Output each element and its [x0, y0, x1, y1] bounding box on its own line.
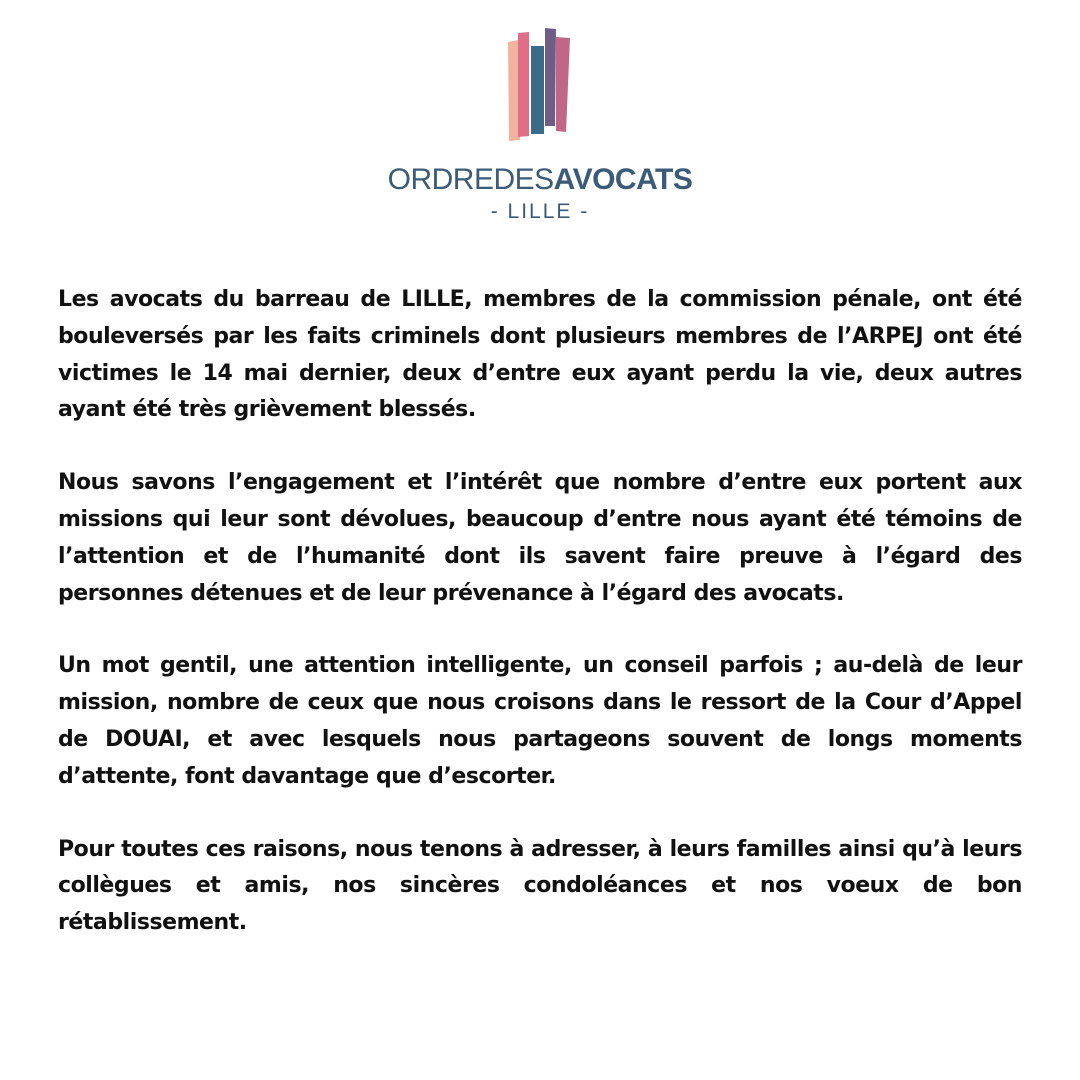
- statement-paragraph-2: Nous savons l’engagement et l’intérêt que nombre d’entre eux portent aux missions qui leur sont dévolues, beaucoup d’entre nous ayant été témoins de l’attention et de l’humanité dont ils savent faire preuve à l’égard des personnes détenues et de leur prévenance à l’égard des avocats.: [58, 470, 1022, 606]
- logo-wordmark: [0, 164, 1080, 196]
- logo-city: - LILLE -: [490, 200, 590, 223]
- logo-spine-plum: [545, 28, 556, 126]
- book-spines-logo-mark: [500, 28, 580, 144]
- logo-spine-rose: [518, 32, 529, 137]
- statement-paragraph-1: Les avocats du barreau de LILLE, membres de la commission pénale, ont été bouleversés par les faits criminels dont plusieurs membres de l’ARPEJ ont été victimes le 14 mai dernier, deux d’entre eux ayant perdu la vie, deux autres ayant été très grièvement blessés.: [58, 287, 1022, 423]
- logo-spine-mauve: [556, 37, 570, 132]
- bar-association-logo: [0, 28, 1080, 224]
- logo-spine-teal: [531, 46, 544, 134]
- logo-name-bold: AVOCATS: [553, 163, 693, 196]
- logo-name-light: ORDREDES: [387, 163, 554, 196]
- statement-paragraph-4: Pour toutes ces raisons, nous tenons à adresser, à leurs familles ainsi qu’à leurs collègues et amis, nos sincères condoléances et nos voeux de bon rétablissement.: [58, 836, 1022, 936]
- condolence-statement: [58, 282, 1022, 978]
- statement-paragraph-3: Un mot gentil, une attention intelligente, un conseil parfois ; au-delà de leur mission, nombre de ceux que nous croisons dans le ressort de la Cour d’Appel de DOUAI, et avec lesquels nous partageons souvent de longs moments d’attente, font davantage que d’escorter.: [58, 653, 1022, 789]
